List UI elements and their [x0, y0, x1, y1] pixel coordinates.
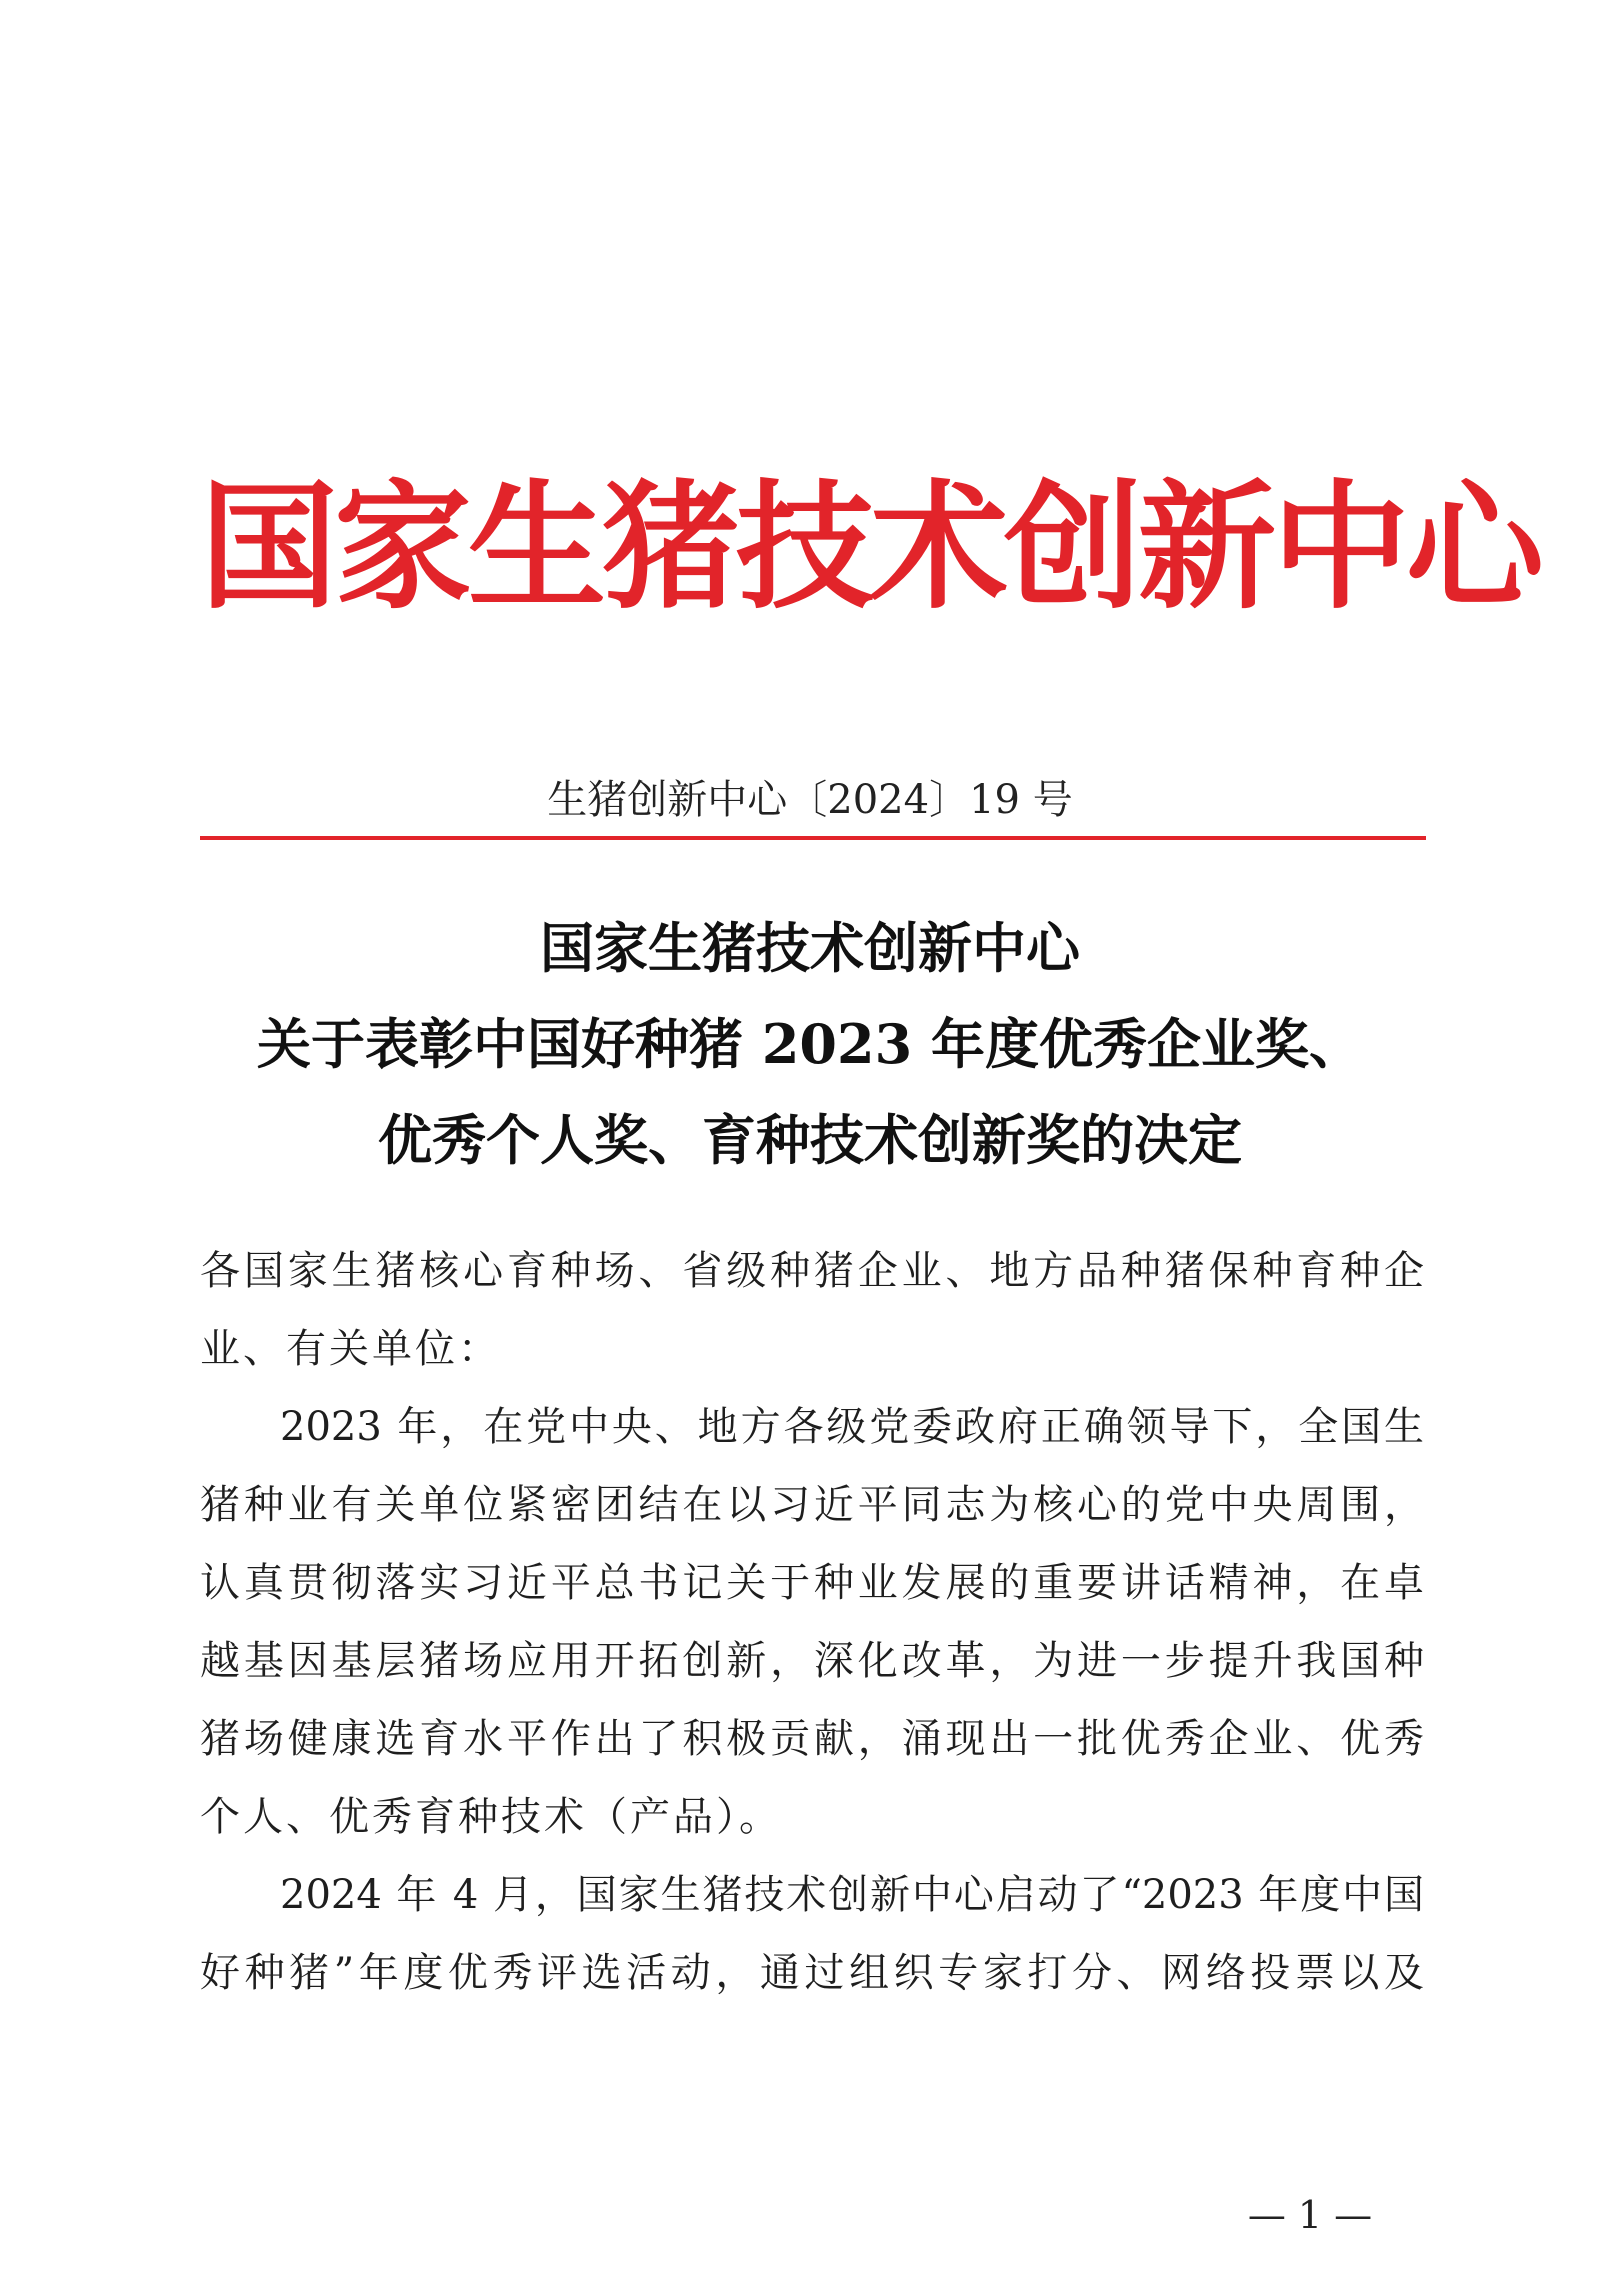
- document-number: 生猪创新中心〔2024〕19 号: [547, 777, 1073, 823]
- masthead-org-name: 国家生猪技术创新中心: [200, 467, 1541, 628]
- paragraph-1-line-6: 个人、优秀育种技术（产品）。: [200, 1794, 782, 1840]
- paragraph-1-line-1: 2023 年，在党中央、地方各级党委政府正确领导下，全国生: [280, 1404, 1424, 1450]
- addressee-line-1: 各国家生猪核心育种场、省级种猪企业、地方品种猪保种育种企: [200, 1248, 1424, 1294]
- paragraph-1-line-3: 认真贯彻落实习近平总书记关于种业发展的重要讲话精神，在卓: [200, 1560, 1424, 1606]
- paragraph-1-line-4: 越基因基层猪场应用开拓创新，深化改革，为进一步提升我国种: [200, 1638, 1424, 1684]
- document-title-line-2: 关于表彰中国好种猪 2023 年度优秀企业奖、: [257, 1012, 1363, 1076]
- page-number: — 1 —: [1247, 2193, 1373, 2237]
- document-title-line-3: 优秀个人奖、育种技术创新奖的决定: [378, 1108, 1242, 1172]
- paragraph-1-line-2: 猪种业有关单位紧密团结在以习近平同志为核心的党中央周围，: [200, 1482, 1424, 1528]
- document-title-line-1: 国家生猪技术创新中心: [540, 916, 1080, 980]
- addressee-line-2: 业、有关单位：: [200, 1326, 501, 1372]
- paragraph-2-line-2: 好种猪”年度优秀评选活动，通过组织专家打分、网络投票以及: [200, 1950, 1424, 1996]
- red-divider-line: [200, 836, 1426, 840]
- paragraph-2-line-1: 2024 年 4 月，国家生猪技术创新中心启动了“2023 年度中国: [280, 1872, 1424, 1918]
- paragraph-1-line-5: 猪场健康选育水平作出了积极贡献，涌现出一批优秀企业、优秀: [200, 1716, 1424, 1762]
